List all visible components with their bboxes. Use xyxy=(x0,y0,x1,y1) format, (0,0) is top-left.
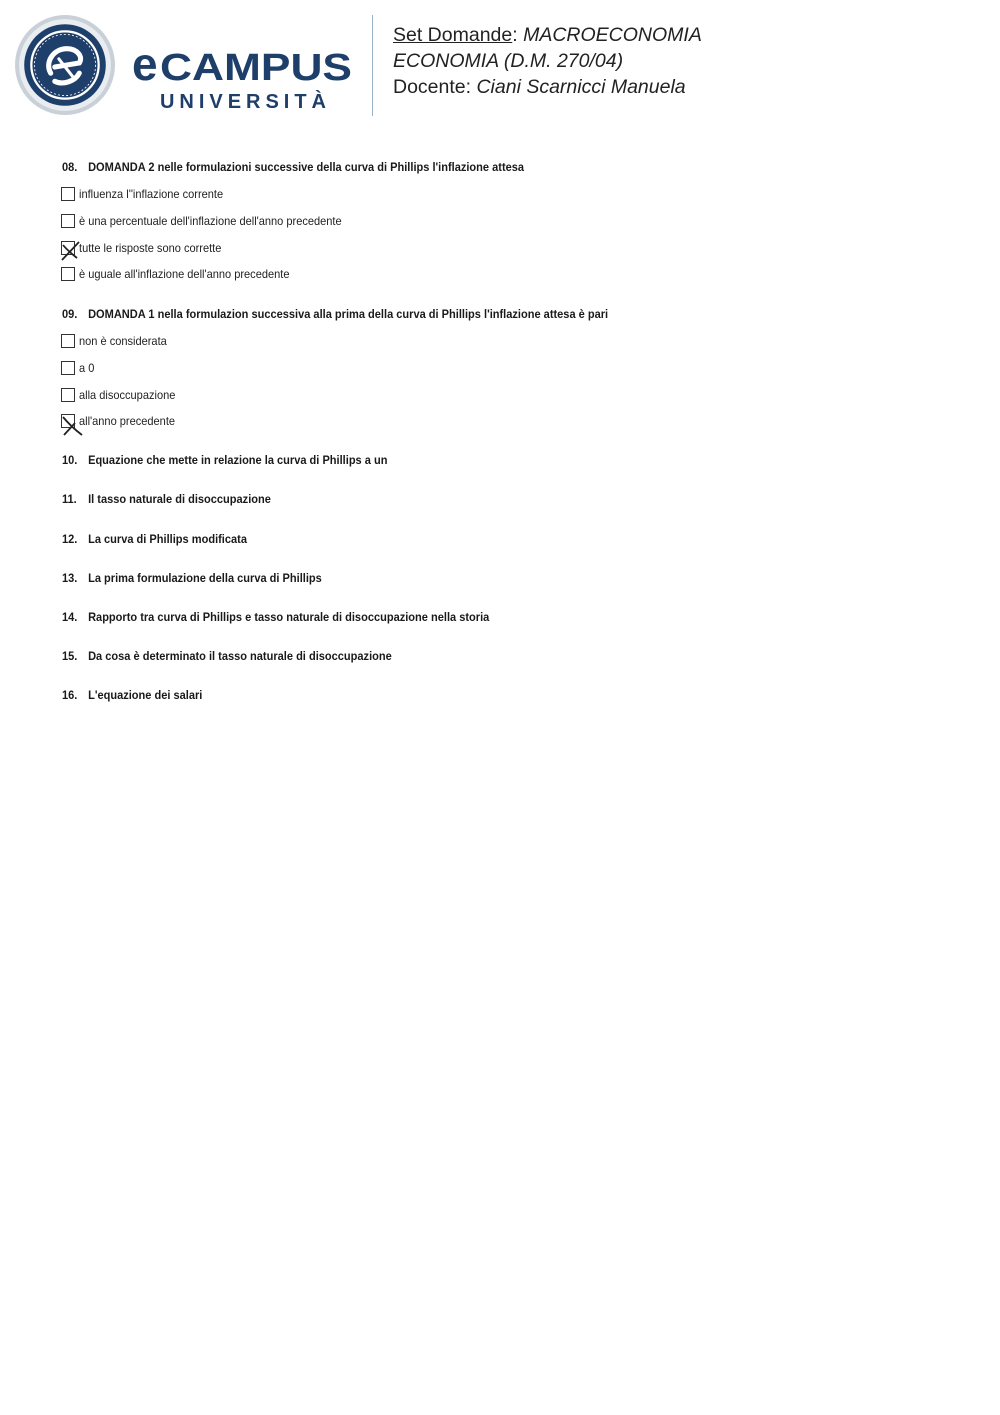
question-text: DOMANDA 2 nelle formulazioni successive della curva di Phillips l'inflazione attesa xyxy=(88,160,525,174)
ecampus-wordmark xyxy=(132,40,357,115)
brand-name: CAMPUS xyxy=(160,47,352,89)
question-text: DOMANDA 1 nella formulazion successiva alla prima della curva di Phillips l'inflazione attesa è pari xyxy=(88,307,609,321)
question-number: 10. xyxy=(62,453,78,467)
header-divider xyxy=(372,15,373,116)
set-label: Set Domande xyxy=(393,24,513,46)
option-label: alla disoccupazione xyxy=(79,387,176,402)
set-line xyxy=(393,22,702,48)
question-13 xyxy=(62,571,322,585)
checkbox[interactable] xyxy=(61,214,75,228)
teacher-label: Docente: xyxy=(393,76,477,98)
option-label: influenza l''inflazione corrente xyxy=(79,186,224,201)
question-text: Il tasso naturale di disoccupazione xyxy=(88,492,271,506)
question-12 xyxy=(62,532,247,546)
checkbox-checked[interactable] xyxy=(61,241,75,255)
page-header xyxy=(0,0,1000,130)
option-label: tutte le risposte sono corrette xyxy=(79,240,222,255)
question-11 xyxy=(62,492,271,506)
question-text: Da cosa è determinato il tasso naturale di disoccupazione xyxy=(88,649,392,663)
set-sep: : xyxy=(512,24,524,46)
question-14 xyxy=(62,610,489,624)
question-number: 14. xyxy=(62,610,78,624)
question-number: 09. xyxy=(62,307,78,321)
option[interactable] xyxy=(61,212,364,229)
question-text: Rapporto tra curva di Phillips e tasso naturale di disoccupazione nella storia xyxy=(88,610,490,624)
option[interactable] xyxy=(61,359,96,376)
course-line2: ECONOMIA (D.M. 270/04) xyxy=(393,50,624,72)
option[interactable] xyxy=(61,412,183,429)
question-text: La prima formulazione della curva di Phillips xyxy=(88,571,322,585)
question-15 xyxy=(62,649,392,663)
question-number: 15. xyxy=(62,649,78,663)
checkbox[interactable] xyxy=(61,187,75,201)
question-08 xyxy=(62,160,524,174)
option[interactable] xyxy=(61,239,234,256)
question-text: Equazione che mette in relazione la curva di Phillips a un xyxy=(88,453,388,467)
option-label: è uguale all'inflazione dell'anno precedente xyxy=(79,266,290,281)
checkbox-checked[interactable] xyxy=(61,414,75,428)
header-info xyxy=(393,22,702,100)
ecampus-seal-icon xyxy=(14,14,116,116)
checkbox[interactable] xyxy=(61,361,75,375)
question-number: 13. xyxy=(62,571,78,585)
question-10 xyxy=(62,453,387,467)
question-number: 11. xyxy=(62,492,77,506)
option[interactable] xyxy=(61,185,236,202)
question-16 xyxy=(62,688,202,702)
checkbox[interactable] xyxy=(61,267,75,281)
option[interactable] xyxy=(61,332,174,349)
question-number: 08. xyxy=(62,160,78,174)
brand-subtitle: UNIVERSITÀ xyxy=(160,91,326,113)
question-09 xyxy=(62,307,608,321)
brand-prefix: e xyxy=(132,40,158,90)
checkbox[interactable] xyxy=(61,334,75,348)
option-label: all'anno precedente xyxy=(79,413,176,428)
teacher-name: Ciani Scarnicci Manuela xyxy=(476,76,686,98)
question-number: 16. xyxy=(62,688,78,702)
checkbox[interactable] xyxy=(61,388,75,402)
question-text: L'equazione dei salari xyxy=(88,688,203,702)
option-label: è una percentuale dell'inflazione dell'anno precedente xyxy=(79,213,342,228)
option[interactable] xyxy=(61,265,308,282)
option-label: a 0 xyxy=(79,360,95,375)
course-line1: MACROECONOMIA xyxy=(523,24,702,46)
teacher-line xyxy=(393,74,702,100)
option[interactable] xyxy=(61,386,184,403)
option-label: non è considerata xyxy=(79,333,167,348)
question-number: 12. xyxy=(62,532,78,546)
question-text: La curva di Phillips modificata xyxy=(88,532,247,546)
